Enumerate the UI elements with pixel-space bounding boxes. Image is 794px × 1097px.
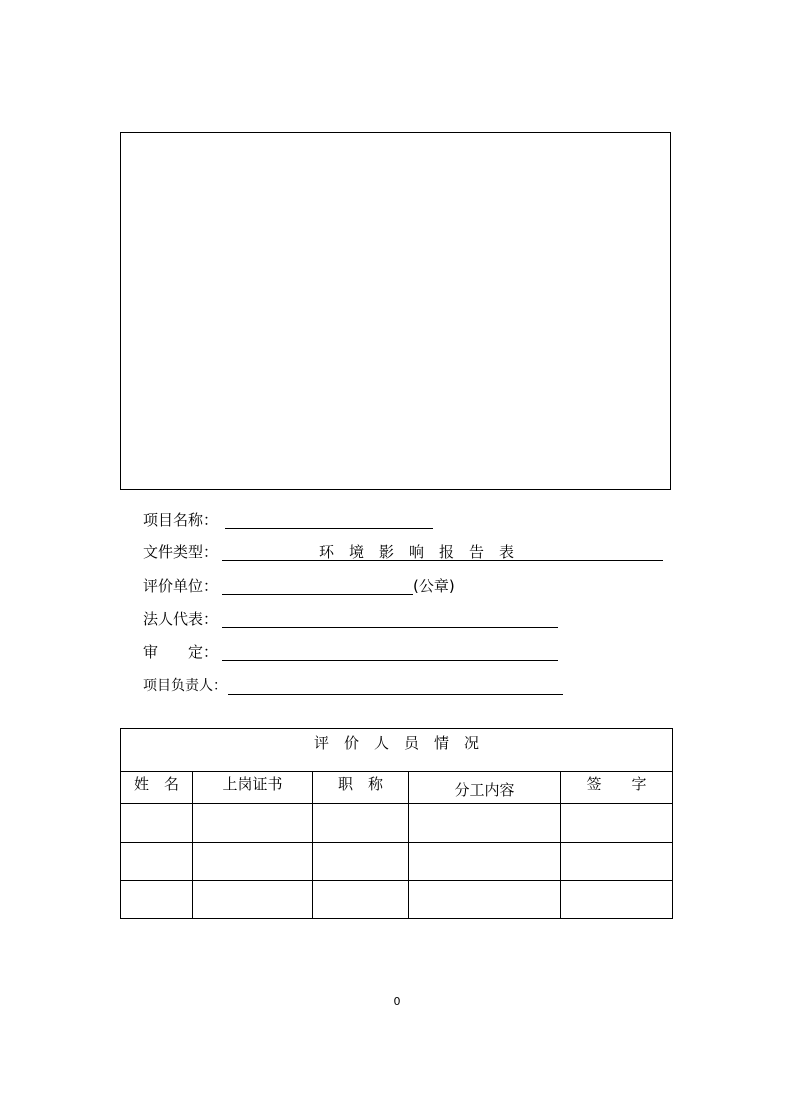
signature-cell[interactable] [561, 842, 673, 880]
legal-rep-field[interactable] [222, 627, 558, 628]
assessment-staff-table [120, 728, 673, 919]
assessment-unit-label: 评价单位： [143, 577, 219, 595]
header-name-text: 姓 名 [133, 775, 179, 794]
header-title [313, 772, 409, 804]
certificate-cell[interactable] [193, 842, 313, 880]
legal-rep-row [143, 607, 563, 631]
project-lead-field[interactable] [228, 694, 563, 695]
legal-rep-label: 法人代表： [143, 610, 219, 628]
header-responsibility-text: 分工内容 [454, 781, 515, 800]
name-cell[interactable] [121, 804, 193, 842]
name-cell[interactable] [121, 842, 193, 880]
header-signature [561, 772, 673, 804]
assessment-unit-field[interactable] [222, 594, 413, 595]
header-signature-text: 签 字 [586, 775, 647, 794]
title-cell[interactable] [313, 804, 409, 842]
official-seal-note: (公章) [413, 577, 455, 595]
table-caption-text: 评 价 人 员 情 况 [313, 734, 479, 752]
page-number: 0 [393, 995, 401, 1008]
project-name-row [143, 508, 443, 532]
title-cell[interactable] [313, 842, 409, 880]
responsibility-cell[interactable] [409, 842, 561, 880]
name-cell[interactable] [121, 880, 193, 918]
table-header-row [121, 772, 673, 804]
document-type-row [143, 540, 673, 564]
table-row [121, 880, 673, 918]
review-row [143, 640, 563, 664]
header-certificate [193, 772, 313, 804]
signature-cell[interactable] [561, 804, 673, 842]
title-cell[interactable] [313, 880, 409, 918]
signature-cell[interactable] [561, 880, 673, 918]
document-type-value: 环 境 影 响 报 告 表 [319, 543, 515, 561]
header-name [121, 772, 193, 804]
assessment-unit-row [143, 574, 473, 598]
cover-image-frame [120, 132, 671, 490]
table-row [121, 804, 673, 842]
document-type-label: 文件类型： [143, 543, 219, 561]
table-row [121, 842, 673, 880]
project-lead-label: 项目负责人： [143, 678, 227, 694]
table-caption-row [121, 729, 673, 772]
certificate-cell[interactable] [193, 804, 313, 842]
header-certificate-text: 上岗证书 [222, 775, 283, 794]
header-responsibility [409, 772, 561, 804]
responsibility-cell[interactable] [409, 804, 561, 842]
review-label: 审 定： [143, 643, 219, 661]
project-name-field[interactable] [225, 528, 433, 529]
responsibility-cell[interactable] [409, 880, 561, 918]
project-name-label: 项目名称： [143, 511, 219, 529]
certificate-cell[interactable] [193, 880, 313, 918]
project-lead-row [143, 674, 568, 698]
review-field[interactable] [222, 660, 558, 661]
header-title-text: 职 称 [337, 775, 383, 794]
table-caption [121, 729, 673, 772]
